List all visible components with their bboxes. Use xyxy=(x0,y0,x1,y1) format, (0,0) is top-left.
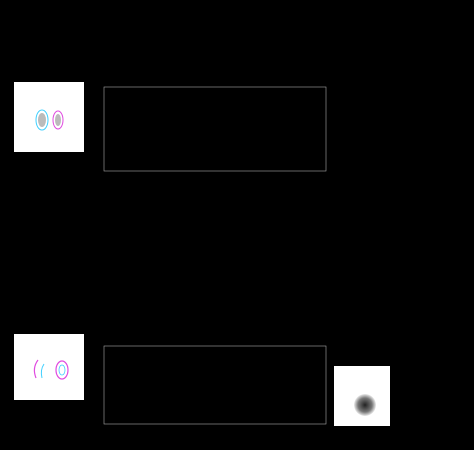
first-phase-image[interactable] xyxy=(14,82,84,152)
perfusion-plot-area xyxy=(104,87,326,171)
first-phase-svg xyxy=(14,82,84,152)
frame-per-minute-image[interactable] xyxy=(14,334,84,400)
left-cortex-roi xyxy=(34,360,38,378)
perfusion-chart xyxy=(88,76,332,188)
left-inner-roi xyxy=(41,364,44,378)
kidney-table xyxy=(334,114,470,124)
right-kidney-roi-2 xyxy=(56,361,68,379)
function-plot-area xyxy=(104,346,326,424)
prevoid-image[interactable] xyxy=(334,366,390,426)
cortex-table xyxy=(334,238,470,244)
function-chart xyxy=(88,322,332,440)
